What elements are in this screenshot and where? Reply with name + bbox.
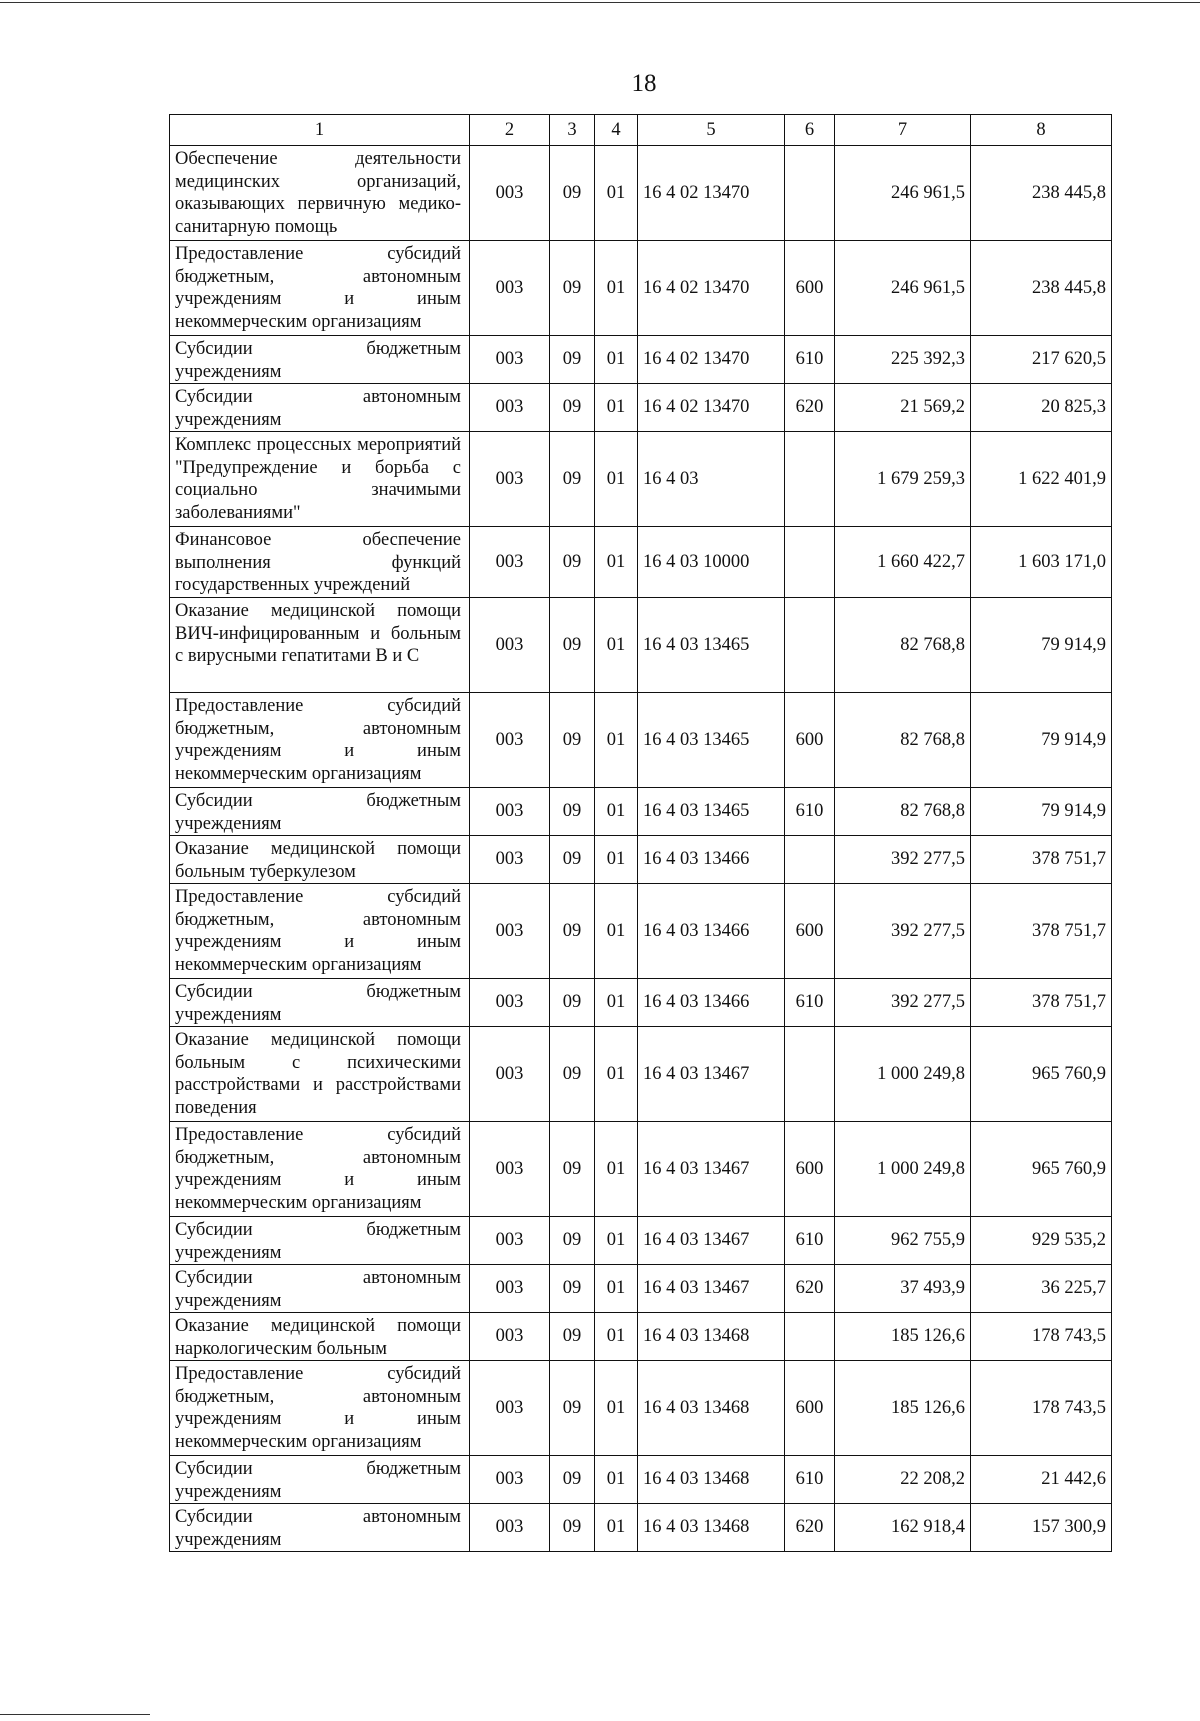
table-row	[170, 336, 1112, 384]
cell-description: Субсидии бюджетным учреждениям	[170, 1456, 470, 1504]
cell-amount-col8: 36 225,7	[971, 1265, 1112, 1313]
cell-subsection: 01	[595, 527, 638, 598]
cell-description: Оказание медицинской помощи больным туберкулезом	[170, 836, 470, 884]
cell-ministry-code: 003	[470, 979, 550, 1027]
cell-subsection: 01	[595, 1122, 638, 1217]
cell-amount-col8: 79 914,9	[971, 598, 1112, 693]
cell-section: 09	[550, 1217, 595, 1265]
column-header-4: 4	[595, 115, 638, 146]
cell-description: Оказание медицинской помощи больным с психическими расстройствами и расстройствами поведения	[170, 1027, 470, 1122]
cell-expense-type	[785, 1027, 835, 1122]
cell-section: 09	[550, 432, 595, 527]
cell-description: Финансовое обеспечение выполнения функций государственных учреждений	[170, 527, 470, 598]
cell-amount-col7: 1 660 422,7	[835, 527, 971, 598]
cell-amount-col7: 962 755,9	[835, 1217, 971, 1265]
column-header-3: 3	[550, 115, 595, 146]
cell-amount-col8: 178 743,5	[971, 1313, 1112, 1361]
cell-expense-type: 600	[785, 884, 835, 979]
table-row	[170, 1027, 1112, 1122]
cell-ministry-code: 003	[470, 1217, 550, 1265]
cell-expense-type: 610	[785, 1217, 835, 1265]
cell-section: 09	[550, 146, 595, 241]
cell-description: Субсидии бюджетным учреждениям	[170, 1217, 470, 1265]
cell-description: Предоставление субсидий бюджетным, автономным учреждениям и иным некоммерческим организациям	[170, 241, 470, 336]
cell-target-article: 16 4 03 13465	[638, 598, 785, 693]
cell-amount-col8: 965 760,9	[971, 1122, 1112, 1217]
cell-description: Субсидии бюджетным учреждениям	[170, 979, 470, 1027]
cell-subsection: 01	[595, 836, 638, 884]
cell-target-article: 16 4 02 13470	[638, 384, 785, 432]
cell-subsection: 01	[595, 884, 638, 979]
cell-section: 09	[550, 1361, 595, 1456]
cell-expense-type	[785, 527, 835, 598]
cell-ministry-code: 003	[470, 527, 550, 598]
cell-expense-type: 600	[785, 1122, 835, 1217]
cell-ministry-code: 003	[470, 1313, 550, 1361]
scan-edge-top	[0, 2, 1200, 3]
table-row	[170, 1361, 1112, 1456]
column-header-6: 6	[785, 115, 835, 146]
cell-subsection: 01	[595, 1217, 638, 1265]
cell-ministry-code: 003	[470, 884, 550, 979]
cell-amount-col7: 246 961,5	[835, 241, 971, 336]
cell-target-article: 16 4 03 13468	[638, 1456, 785, 1504]
cell-subsection: 01	[595, 788, 638, 836]
cell-subsection: 01	[595, 432, 638, 527]
table-row	[170, 1504, 1112, 1552]
cell-expense-type	[785, 836, 835, 884]
cell-section: 09	[550, 1456, 595, 1504]
cell-amount-col7: 22 208,2	[835, 1456, 971, 1504]
cell-amount-col8: 378 751,7	[971, 979, 1112, 1027]
cell-amount-col8: 929 535,2	[971, 1217, 1112, 1265]
cell-target-article: 16 4 03 13467	[638, 1265, 785, 1313]
cell-target-article: 16 4 03 10000	[638, 527, 785, 598]
cell-ministry-code: 003	[470, 1361, 550, 1456]
cell-amount-col7: 392 277,5	[835, 836, 971, 884]
cell-expense-type	[785, 432, 835, 527]
cell-section: 09	[550, 1504, 595, 1552]
cell-expense-type: 610	[785, 336, 835, 384]
cell-section: 09	[550, 1265, 595, 1313]
cell-amount-col7: 82 768,8	[835, 598, 971, 693]
cell-amount-col8: 217 620,5	[971, 336, 1112, 384]
cell-subsection: 01	[595, 1313, 638, 1361]
cell-section: 09	[550, 979, 595, 1027]
cell-target-article: 16 4 02 13470	[638, 241, 785, 336]
table-row	[170, 384, 1112, 432]
cell-amount-col7: 225 392,3	[835, 336, 971, 384]
cell-target-article: 16 4 03 13466	[638, 979, 785, 1027]
cell-ministry-code: 003	[470, 1504, 550, 1552]
cell-ministry-code: 003	[470, 836, 550, 884]
page-number: 18	[631, 70, 657, 97]
cell-ministry-code: 003	[470, 432, 550, 527]
cell-description: Субсидии автономным учреждениям	[170, 1504, 470, 1552]
cell-amount-col7: 1 679 259,3	[835, 432, 971, 527]
table-row	[170, 884, 1112, 979]
cell-expense-type	[785, 1313, 835, 1361]
budget-table	[169, 114, 1112, 1552]
table-row	[170, 693, 1112, 788]
cell-ministry-code: 003	[470, 788, 550, 836]
cell-target-article: 16 4 03 13466	[638, 884, 785, 979]
cell-target-article: 16 4 03 13468	[638, 1361, 785, 1456]
cell-subsection: 01	[595, 1456, 638, 1504]
cell-target-article: 16 4 03 13465	[638, 788, 785, 836]
cell-section: 09	[550, 384, 595, 432]
cell-subsection: 01	[595, 1027, 638, 1122]
header-row	[170, 115, 1112, 146]
cell-subsection: 01	[595, 598, 638, 693]
table-row	[170, 788, 1112, 836]
cell-amount-col8: 157 300,9	[971, 1504, 1112, 1552]
cell-amount-col8: 20 825,3	[971, 384, 1112, 432]
cell-section: 09	[550, 788, 595, 836]
cell-target-article: 16 4 02 13470	[638, 146, 785, 241]
table-row	[170, 1456, 1112, 1504]
cell-section: 09	[550, 1122, 595, 1217]
cell-amount-col8: 378 751,7	[971, 884, 1112, 979]
cell-subsection: 01	[595, 384, 638, 432]
cell-target-article: 16 4 02 13470	[638, 336, 785, 384]
cell-amount-col8: 79 914,9	[971, 693, 1112, 788]
cell-amount-col7: 21 569,2	[835, 384, 971, 432]
cell-amount-col7: 1 000 249,8	[835, 1027, 971, 1122]
cell-subsection: 01	[595, 693, 638, 788]
cell-subsection: 01	[595, 1361, 638, 1456]
cell-expense-type: 620	[785, 1265, 835, 1313]
cell-amount-col8: 965 760,9	[971, 1027, 1112, 1122]
cell-expense-type: 600	[785, 693, 835, 788]
cell-expense-type: 600	[785, 241, 835, 336]
cell-amount-col8: 178 743,5	[971, 1361, 1112, 1456]
cell-amount-col8: 1 603 171,0	[971, 527, 1112, 598]
table-row	[170, 241, 1112, 336]
cell-target-article: 16 4 03	[638, 432, 785, 527]
cell-amount-col7: 185 126,6	[835, 1361, 971, 1456]
column-header-5: 5	[638, 115, 785, 146]
cell-section: 09	[550, 836, 595, 884]
scan-edge-bottom	[0, 1714, 150, 1715]
cell-ministry-code: 003	[470, 693, 550, 788]
cell-subsection: 01	[595, 241, 638, 336]
cell-expense-type	[785, 598, 835, 693]
cell-amount-col8: 238 445,8	[971, 146, 1112, 241]
cell-subsection: 01	[595, 979, 638, 1027]
cell-amount-col8: 79 914,9	[971, 788, 1112, 836]
cell-amount-col7: 162 918,4	[835, 1504, 971, 1552]
column-header-8: 8	[971, 115, 1112, 146]
table-body	[170, 146, 1112, 1552]
cell-description: Субсидии бюджетным учреждениям	[170, 336, 470, 384]
cell-section: 09	[550, 1027, 595, 1122]
cell-amount-col8: 378 751,7	[971, 836, 1112, 884]
cell-amount-col7: 392 277,5	[835, 979, 971, 1027]
cell-section: 09	[550, 598, 595, 693]
cell-ministry-code: 003	[470, 241, 550, 336]
cell-target-article: 16 4 03 13467	[638, 1027, 785, 1122]
cell-expense-type: 620	[785, 1504, 835, 1552]
table-row	[170, 146, 1112, 241]
table-row	[170, 432, 1112, 527]
cell-ministry-code: 003	[470, 598, 550, 693]
cell-section: 09	[550, 1313, 595, 1361]
table-row	[170, 836, 1112, 884]
cell-description: Обеспечение деятельности медицинских организаций, оказывающих первичную медико-санитарную помощь	[170, 146, 470, 241]
cell-target-article: 16 4 03 13467	[638, 1122, 785, 1217]
column-header-2: 2	[470, 115, 550, 146]
cell-amount-col7: 37 493,9	[835, 1265, 971, 1313]
cell-amount-col8: 1 622 401,9	[971, 432, 1112, 527]
cell-section: 09	[550, 884, 595, 979]
cell-subsection: 01	[595, 146, 638, 241]
cell-target-article: 16 4 03 13468	[638, 1504, 785, 1552]
cell-expense-type	[785, 146, 835, 241]
cell-description: Предоставление субсидий бюджетным, автономным учреждениям и иным некоммерческим организациям	[170, 1361, 470, 1456]
table-row	[170, 598, 1112, 693]
cell-ministry-code: 003	[470, 146, 550, 241]
cell-description: Субсидии автономным учреждениям	[170, 1265, 470, 1313]
cell-target-article: 16 4 03 13468	[638, 1313, 785, 1361]
cell-section: 09	[550, 336, 595, 384]
table-row	[170, 1265, 1112, 1313]
cell-ministry-code: 003	[470, 1027, 550, 1122]
table-row	[170, 979, 1112, 1027]
cell-description: Оказание медицинской помощи наркологическим больным	[170, 1313, 470, 1361]
table-row	[170, 1313, 1112, 1361]
table-row	[170, 1217, 1112, 1265]
cell-description: Предоставление субсидий бюджетным, автономным учреждениям и иным некоммерческим организациям	[170, 884, 470, 979]
cell-subsection: 01	[595, 1265, 638, 1313]
cell-amount-col7: 246 961,5	[835, 146, 971, 241]
cell-description: Субсидии автономным учреждениям	[170, 384, 470, 432]
cell-expense-type: 610	[785, 979, 835, 1027]
cell-expense-type: 600	[785, 1361, 835, 1456]
cell-expense-type: 610	[785, 1456, 835, 1504]
cell-amount-col7: 82 768,8	[835, 788, 971, 836]
cell-section: 09	[550, 241, 595, 336]
cell-subsection: 01	[595, 336, 638, 384]
cell-description: Предоставление субсидий бюджетным, автономным учреждениям и иным некоммерческим организациям	[170, 693, 470, 788]
cell-subsection: 01	[595, 1504, 638, 1552]
cell-amount-col7: 392 277,5	[835, 884, 971, 979]
cell-section: 09	[550, 527, 595, 598]
cell-amount-col7: 185 126,6	[835, 1313, 971, 1361]
cell-description: Субсидии бюджетным учреждениям	[170, 788, 470, 836]
cell-ministry-code: 003	[470, 1122, 550, 1217]
cell-ministry-code: 003	[470, 1456, 550, 1504]
cell-expense-type: 620	[785, 384, 835, 432]
table-row	[170, 1122, 1112, 1217]
cell-section: 09	[550, 693, 595, 788]
cell-ministry-code: 003	[470, 336, 550, 384]
cell-ministry-code: 003	[470, 1265, 550, 1313]
cell-amount-col7: 82 768,8	[835, 693, 971, 788]
cell-amount-col7: 1 000 249,8	[835, 1122, 971, 1217]
cell-description: Оказание медицинской помощи ВИЧ-инфицированным и больным с вирусными гепатитами В и С	[170, 598, 470, 693]
cell-amount-col8: 238 445,8	[971, 241, 1112, 336]
cell-target-article: 16 4 03 13467	[638, 1217, 785, 1265]
cell-description: Комплекс процессных мероприятий "Предупреждение и борьба с социально значимыми заболеваниями"	[170, 432, 470, 527]
cell-expense-type: 610	[785, 788, 835, 836]
table-row	[170, 527, 1112, 598]
cell-ministry-code: 003	[470, 384, 550, 432]
column-header-1: 1	[170, 115, 470, 146]
cell-target-article: 16 4 03 13466	[638, 836, 785, 884]
column-header-7: 7	[835, 115, 971, 146]
cell-amount-col8: 21 442,6	[971, 1456, 1112, 1504]
cell-target-article: 16 4 03 13465	[638, 693, 785, 788]
cell-description: Предоставление субсидий бюджетным, автономным учреждениям и иным некоммерческим организациям	[170, 1122, 470, 1217]
